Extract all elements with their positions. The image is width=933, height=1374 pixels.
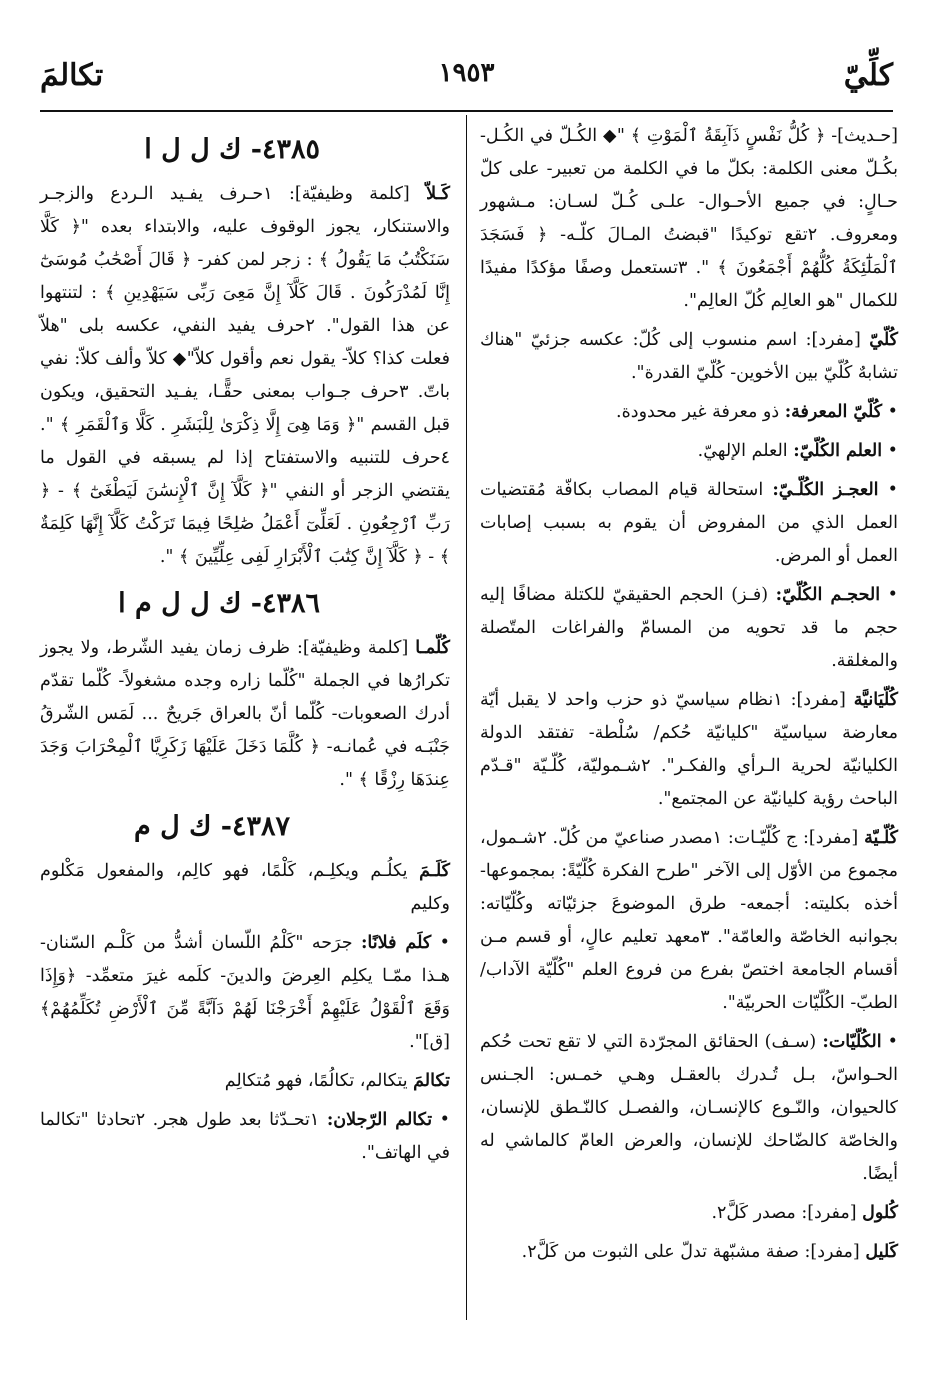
- entry-definition: (فـز) الحجم الحقيقيّ للكتلة مضافًا إليه حجم ما قد تحويه من المسامّ والفراغات المتّصلة والمغلقة.: [480, 585, 898, 671]
- dictionary-entry: [40, 178, 450, 574]
- sub-entry: [480, 579, 898, 678]
- entry-headword: تكالمَ: [413, 1071, 450, 1091]
- entry-headword: كَـلاّ: [426, 184, 450, 204]
- entry-headword: كُلّيَانيَّة: [853, 690, 898, 710]
- entry-headword: كُلّيّ المعرفة:: [784, 402, 883, 422]
- dictionary-entry: [480, 1197, 898, 1230]
- column-divider: [466, 115, 467, 1320]
- entry-definition: [مفرد]: ج كُلّيّـات: ١مصدر صناعيّ من كُلّ. ٢شـمول، مجموع من الأوّل إلى الآخر "طرح الفكرة كُلّيّةً: بمجموعها- أخذه بكليته: أجمعه- طرق الموضوعَ جزئيّاته وكُلّيّاته: بجوانبه الخاصّة والعامّة". ٣معهد تعليم عالٍ، أو قسم مـن أقسام الجامعة اختصّ بفرع من فروع العلم "كُلّيّة الآداب/ الطبّ- الكُلّيّات الحربيّة".: [480, 828, 898, 1013]
- entry-definition: يتكالم، تكالُمًا، فهو مُتكالِم: [224, 1071, 414, 1091]
- entry-definition: [مفرد]: اسم منسوب إلى كُلّ: عكسه جزئيّ "هناك تشابهٌ كُلّيّ بين الأخوين- كُلّيّ القدرة".: [480, 330, 898, 383]
- entry-definition: جرَحه "كَلْمُ اللّسان أشدُّ من كَلْـم السّنان- هـذا ممّـا يكلِم العِرضَ والدينَ- كلَمه غيرَ متعمِّد- ﴿وَإِذَا وَقَعَ ٱلْقَوْلُ عَلَيْهِمْ أَخْرَجْنَا لَهُمْ دَآبَّةً مِّنَ ٱلْأَرْضِ تُكَلِّمُهُمْ﴾ [ق]".: [40, 933, 450, 1052]
- entry-headword: كُلّمـا: [415, 638, 450, 658]
- entry-definition: [مفرد]: ١نظام سياسيّ ذو حزب واحد لا يقبل أيّة معارضة سياسيّة "كليانيّة حُكم/ سُلْطة- تفتقد الدولة الكليانيّة لحرية الـرأي والفكـر". ٢شـموليّة، كُلّـيّة "قـدّم الباحث رؤية كليانيّة عن المجتمع".: [480, 690, 898, 809]
- entries-4385: [40, 178, 450, 574]
- entry-definition: استحالة قيام المصاب بكافّة مُقتضيات العمل الذي من المفروض أن يقوم به بسبب إصابات العمل أو المرض.: [480, 480, 898, 566]
- guide-word-right: كلِّيّ: [843, 58, 893, 93]
- entry-headword: كَليل: [865, 1242, 898, 1262]
- entry-headword: كُلّـيّة: [864, 828, 898, 848]
- entries-4387: [40, 855, 450, 1170]
- entry-definition: [مفرد]: مصدر كَلَّ٢.: [711, 1203, 863, 1223]
- section-title-4387: ٤٣٨٧- ك ل م: [133, 811, 290, 842]
- entry-headword: الكُلّيّات:: [822, 1032, 882, 1052]
- entry-headword: كلَم فلانًا:: [360, 933, 432, 953]
- section-title-4385: ٤٣٨٥- ك ل ل ا: [144, 134, 320, 165]
- entry-definition: [كلمة وظيفيّة]: ١حـرف يفـيد الـردع والزجـر والاستنكار، يجوز الوقوف عليه، والابتداء بعده "﴿ كَلَّا سَنَكْتُبُ مَا يَقُولُ ﴾ : زجر لمن كفر- ﴿ قَالَ أَصْحَٰبُ مُوسَىٰٓ إِنَّا لَمُدْرَكُونَ . قَالَ كَلَّآ إِنَّ مَعِىَ رَبِّى سَيَهْدِينِ ﴾ : لتنتهوا عن هذا القول". ٢حرف يفيد النفي، عكسه بلى "هلاّ فعلت كذا؟ كلاّ- يقول نعم وأقول كلاّ"◆ كلاّ وألف كلاّ: نفي باتّ. ٣حرف جـواب بمعنى حقًّـا، يفـيد التحقيق، ويكون قبل القسم "﴿ وَمَا هِىَ إِلَّا ذِكْرَىٰ لِلْبَشَرِ . كَلَّا وَٱلْقَمَرِ ﴾ ". ٤حرف للتنبيه والاستفتاح إذا لم يسبقه في القول ما يقتضي الزجر أو النفي "﴿ كَلَّآ إِنَّ ٱلْإِنسَٰنَ لَيَطْغَىٰٓ ﴾ - ﴿ رَبِّ ٱرْجِعُونِ . لَعَلِّىٓ أَعْمَلُ صَٰلِحًا فِيمَا تَرَكْتُ كَلَّآ إِنَّهَا كَلِمَةٌ ﴾ - ﴿ كَلَّآ إِنَّ كِتَٰبَ ٱلْأَبْرَارِ لَفِى عِلِّيِّينَ ﴾ ".: [40, 184, 450, 567]
- entry-headword: العلم الكُلّيّ:: [793, 441, 883, 461]
- entry-definition: (سـف) الحقائق المجرّدة التي لا تقع تحت حُكم الحـواسّ، بـل تُـدرك بالعقـل وهـي خمـس: الجـنس كالحيوان، والنّـوع كالإنسـان، والفصـل كالنّـطق للإنسان، والخاصّة كالضّاحك للإنسان، والعرض العامّ كالماشي له أيضًا.: [480, 1032, 898, 1184]
- entry-headword: كُلّيّ: [869, 330, 898, 350]
- sub-entry: [40, 927, 450, 1059]
- left-column: [40, 120, 450, 1176]
- sub-entry: [480, 474, 898, 573]
- sub-entry: [480, 396, 898, 429]
- guide-word-left: تكالمَ: [40, 58, 104, 93]
- entry-headword: العجـز الكُلّـيّ:: [772, 480, 879, 500]
- entries-4386: [40, 632, 450, 797]
- sub-entry: [480, 435, 898, 468]
- sub-entry: [480, 1026, 898, 1191]
- entry-definition: العلم الإلهيّ.: [697, 441, 794, 461]
- entry-headword: الحجـم الكُلّيّ:: [775, 585, 881, 605]
- dictionary-entry: [480, 822, 898, 1020]
- dictionary-entry: [40, 855, 450, 921]
- dictionary-entry: [480, 324, 898, 390]
- entry-headword: كُلول: [862, 1203, 898, 1223]
- dictionary-entry: [40, 632, 450, 797]
- dictionary-entry: [480, 1236, 898, 1269]
- entry-definition: ذو معرفة غير محدودة.: [616, 402, 785, 422]
- dictionary-entry: [480, 684, 898, 816]
- entry-definition: [كلمة وظيفيّة]: ظرف زمان يفيد الشّرط، ولا يجوز تكرارُها في الجملة "كُلّما زاره وجده مشغولاً- كُلّما تقدّم أدرك الصعوبات- كُلّما أنّ بالعراق جَريحٌ ... لَمَس الشّرقُ جَنْبَـه في عُمانـه- ﴿ كُلَّمَا دَخَلَ عَلَيْهَا زَكَرِيَّا ٱلْمِحْرَابَ وَجَدَ عِندَهَا رِزْقًا ﴾ ".: [40, 638, 450, 790]
- right-column: [480, 120, 898, 1275]
- page-header: [40, 58, 893, 98]
- dictionary-entry: [40, 1065, 450, 1098]
- entry-definition: [حـديث]- ﴿ كُلُّ نَفْسٍ ذَآبِقَةُ ٱلْمَوْتِ ﴾ "◆ الكُـلّ في الكُـل- بكُـلّ معنى الكلمة: بكلّ ما في الكلمة من تعبير- على كلّ حـالٍ: في جميع الأحـوال- علـى كُـلّ لسـان: مـشهور ومعروف. ٢تقع توكيدًا "قبضتُ المـالَ كلّـه- ﴿ فَسَجَدَ ٱلْمَلَٰٓئِكَةُ كُلُّهُمْ أَجْمَعُونَ ﴾ ". ٣تستعمل وصفًا مؤكدًا مفيدًا للكمال "هو العالِم كُلّ العالِم".: [480, 126, 898, 311]
- section-title-4386: ٤٣٨٦- ك ل ل م ا: [118, 588, 320, 619]
- entry-headword: كَلَـمَ: [419, 861, 450, 881]
- entry-definition: [مفرد]: صفة مشبّهة تدلّ على الثبوت من كَلَّ٢.: [521, 1242, 866, 1262]
- entry-headword: تكالم الرّجلان:: [326, 1110, 433, 1130]
- dictionary-entry: [480, 120, 898, 318]
- entry-definition: ١تحـدّثا بعد طول هجر. ٢تحادثا "تكالما في الهاتف".: [40, 1110, 450, 1163]
- entry-definition: يكلُـم ويكلِـم، كَلْمًا، فهو كالِم، والمفعول مَكْلوم وكليم: [40, 861, 450, 914]
- header-rule: [40, 110, 893, 112]
- page-number: ١٩٥٣: [438, 58, 495, 88]
- sub-entry: [40, 1104, 450, 1170]
